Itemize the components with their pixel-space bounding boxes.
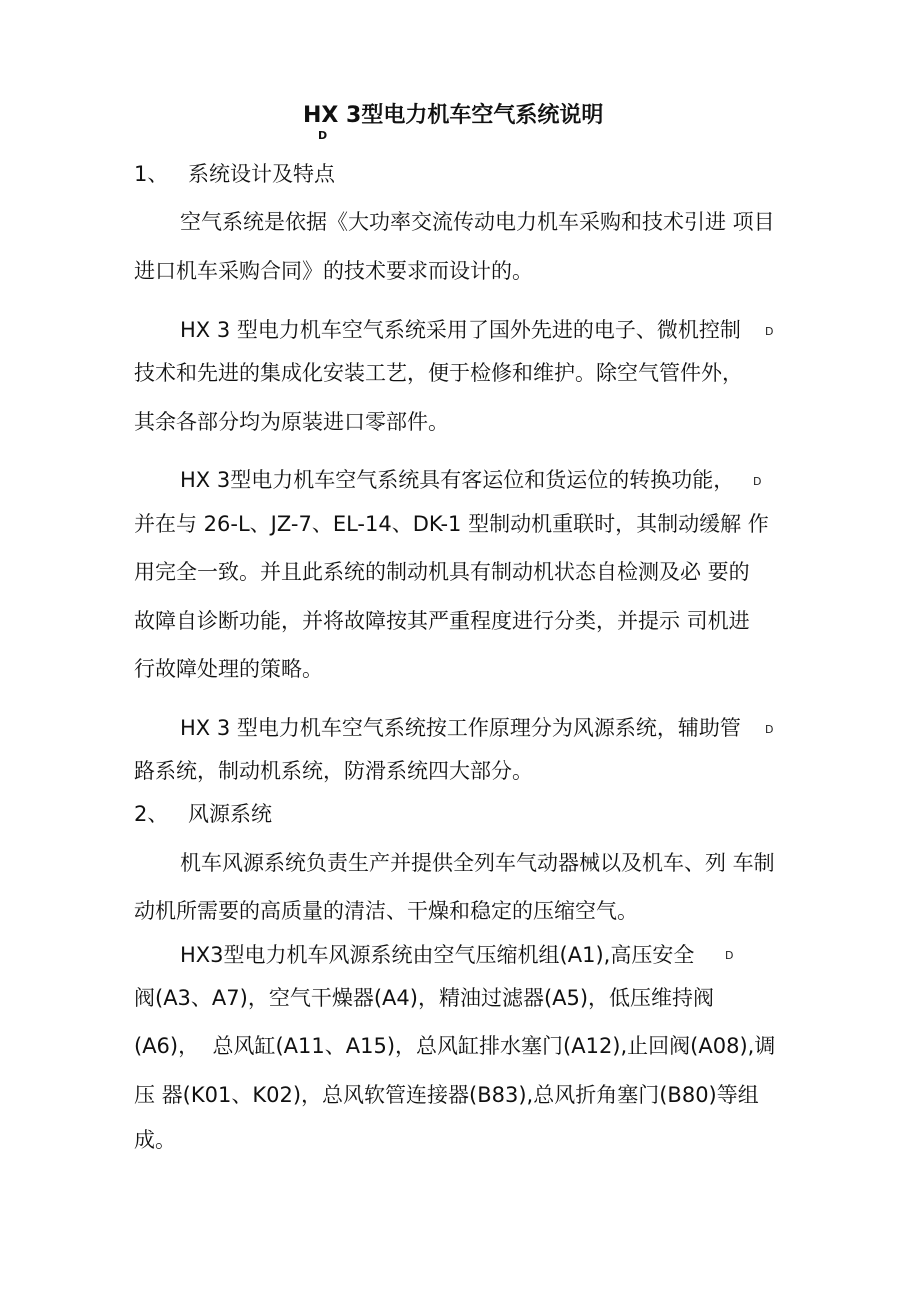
paragraph-line: 成。 [134,1128,176,1152]
title-subscript: D [318,129,328,142]
section-1-heading: 系统设计及特点 [188,162,335,186]
paragraph-line: 机车风源系统负责生产并提供全列车气动器械以及机车、列 车制 [180,851,775,875]
paragraph-line: 路系统，制动机系统，防滑系统四大部分。 [134,759,533,783]
paragraph-line: 并在与 26-L、JZ-7、EL-14、DK-1 型制动机重联时，其制动缓解 作 [134,512,769,536]
paragraph-line: HX 3 型电力机车空气系统采用了国外先进的电子、微机控制 [180,318,741,342]
paragraph-line: 空气系统是依据《大功率交流传动电力机车采购和技术引进 项目 [180,210,775,234]
paragraph-line: HX 3型电力机车空气系统具有客运位和货运位的转换功能， [180,468,735,492]
paragraph-line: 压 器(K01、K02)，总风软管连接器(B83),总风折角塞门(B80)等组 [134,1083,759,1107]
margin-marker: D [765,325,774,338]
section-2-heading: 风源系统 [188,802,272,826]
section-2-number: 2、 [134,802,169,826]
paragraph-line: 其余各部分均为原装进口零部件。 [134,410,449,434]
document-title: HX 3型电力机车空气系统说明 [303,103,604,128]
margin-marker: D [725,949,734,962]
paragraph-line: 故障自诊断功能，并将故障按其严重程度进行分类，并提示 司机进 [134,609,750,633]
paragraph-line: 进口机车采购合同》的技术要求而设计的。 [134,259,533,283]
margin-marker: D [753,475,762,488]
paragraph-line: HX 3 型电力机车空气系统按工作原理分为风源系统，辅助管 [180,716,741,740]
paragraph-line: 技术和先进的集成化安装工艺，便于检修和维护。除空气管件外， [134,361,743,385]
paragraph-line: 动机所需要的高质量的清洁、干燥和稳定的压缩空气。 [134,899,638,923]
margin-marker: D [765,723,774,736]
paragraph-line: 用完全一致。并且此系统的制动机具有制动机状态自检测及必 要的 [134,560,750,584]
section-1-number: 1、 [134,162,169,186]
paragraph-line: HX3型电力机车风源系统由空气压缩机组(A1),高压安全 [180,943,695,967]
paragraph-line: 阀(A3、A7)，空气干燥器(A4)，精油过滤器(A5)，低压维持阀 [134,986,715,1010]
paragraph-line: (A6)， 总风缸(A11、A15)，总风缸排水塞门(A12),止回阀(A08),调 [134,1034,776,1058]
paragraph-line: 行故障处理的策略。 [134,657,323,681]
